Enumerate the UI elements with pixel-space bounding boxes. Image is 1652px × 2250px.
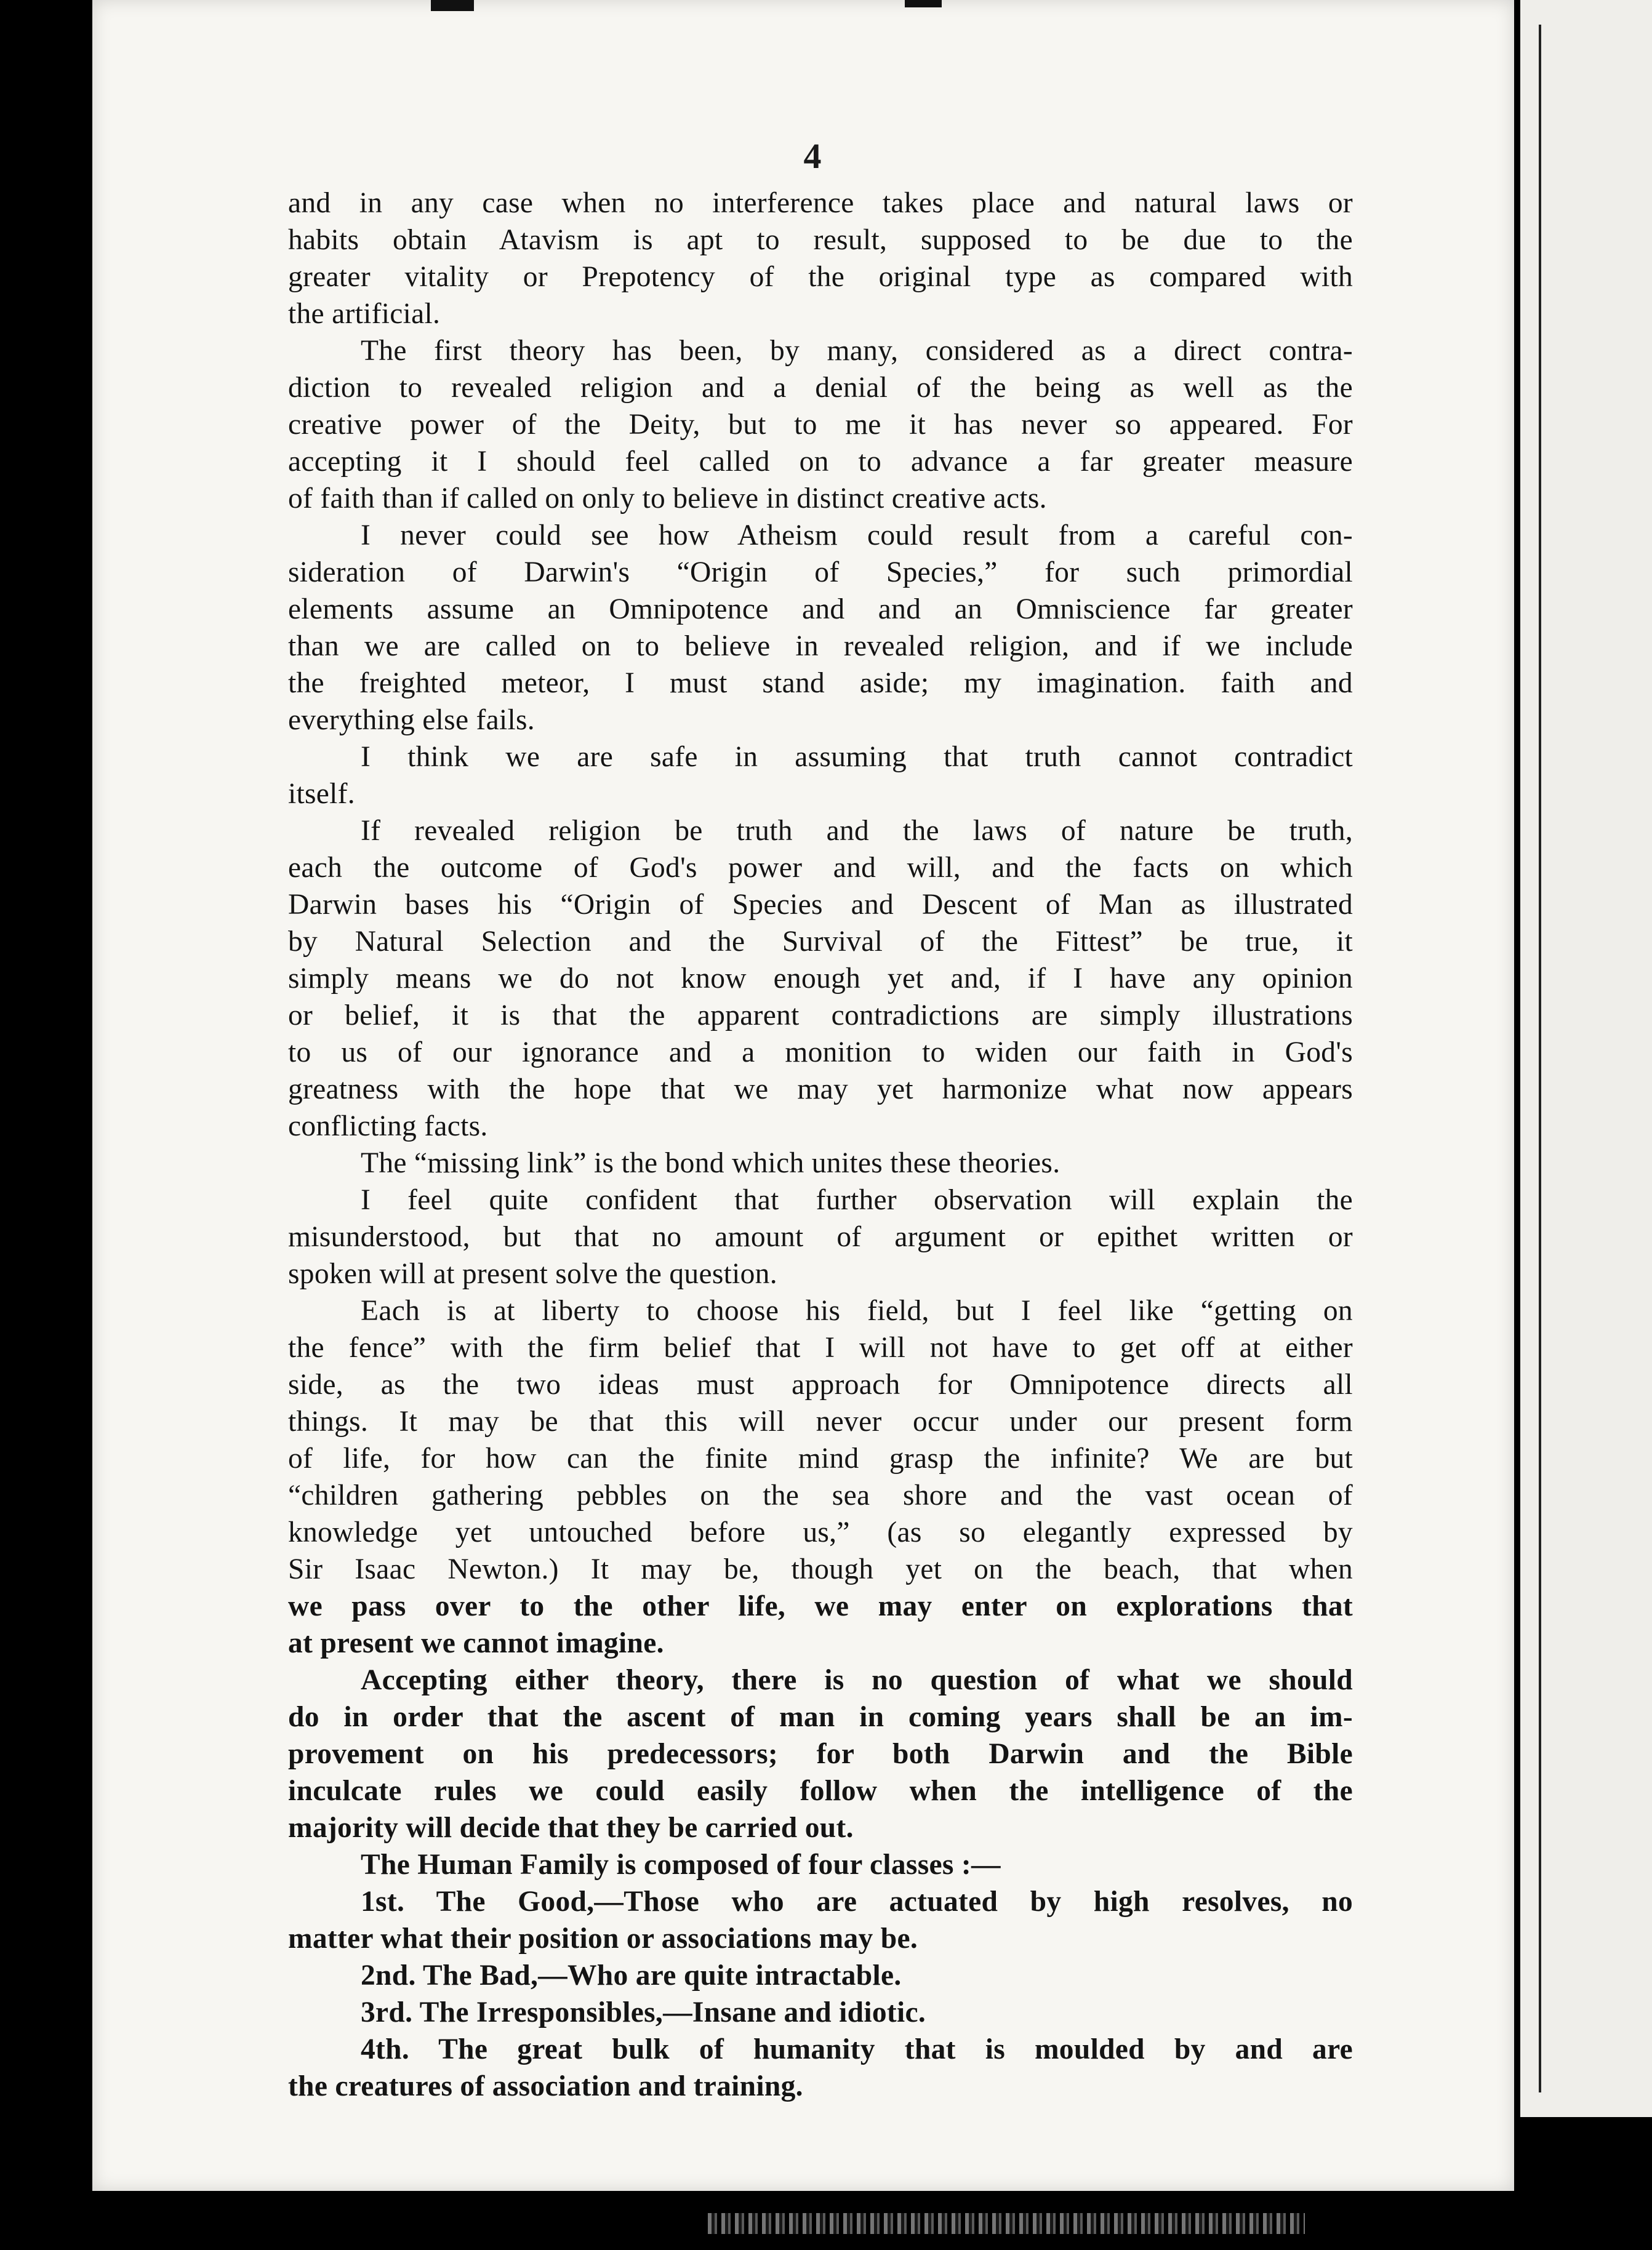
- text-line: diction to revealed religion and a denial of the being as well as the: [288, 372, 1353, 404]
- text-line: knowledge yet untouched before us,” (as so elegantly expressed by: [288, 1516, 1353, 1548]
- adjacent-page-edge: [1520, 0, 1652, 2117]
- body-text: [288, 185, 1353, 2105]
- text-line: sideration of Darwin's “Origin of Species,” for such primordial: [288, 556, 1353, 588]
- text-line: elements assume an Omnipotence and and an Omniscience far greater: [288, 593, 1353, 625]
- top-scan-mark: [905, 0, 942, 7]
- text-line: simply means we do not know enough yet and, if I have any opinion: [288, 963, 1353, 995]
- text-line: 4th. The great bulk of humanity that is moulded by and are: [361, 2033, 1353, 2065]
- text-line: majority will decide that they be carried out.: [288, 1812, 854, 1844]
- text-line: the artificial.: [288, 298, 441, 330]
- text-line: the freighted meteor, I must stand aside; my imagination. faith and: [288, 667, 1353, 699]
- text-line: each the outcome of God's power and will, and the facts on which: [288, 852, 1353, 884]
- text-line: itself.: [288, 778, 355, 810]
- text-line: at present we cannot imagine.: [288, 1627, 664, 1659]
- scan-edge-noise: [708, 2213, 1305, 2234]
- text-line: 3rd. The Irresponsibles,—Insane and idiotic.: [361, 1996, 926, 2028]
- text-line: greater vitality or Prepotency of the original type as compared with: [288, 261, 1353, 293]
- text-line: misunderstood, but that no amount of argument or epithet written or: [288, 1221, 1353, 1253]
- text-line: or belief, it is that the apparent contradictions are simply illustrations: [288, 999, 1353, 1031]
- text-line: Each is at liberty to choose his field, but I feel like “getting on: [361, 1295, 1353, 1327]
- text-line: Darwin bases his “Origin of Species and Descent of Man as illustrated: [288, 889, 1353, 921]
- text-line: things. It may be that this will never occur under our present form: [288, 1406, 1353, 1438]
- text-line: provement on his predecessors; for both Darwin and the Bible: [288, 1738, 1353, 1770]
- page-number: 4: [803, 136, 822, 176]
- text-line: the creatures of association and training.: [288, 2070, 803, 2102]
- text-line: creative power of the Deity, but to me it has never so appeared. For: [288, 409, 1353, 441]
- text-line: Sir Isaac Newton.) It may be, though yet on the beach, that when: [288, 1553, 1353, 1585]
- text-line: I never could see how Atheism could result from a careful con-: [361, 519, 1353, 551]
- text-line: conflicting facts.: [288, 1110, 488, 1142]
- text-line: of faith than if called on only to believe in distinct creative acts.: [288, 482, 1047, 514]
- text-line: inculcate rules we could easily follow when the intelligence of the: [288, 1775, 1353, 1807]
- text-line: the fence” with the firm belief that I will not have to get off at either: [288, 1332, 1353, 1364]
- text-line: side, as the two ideas must approach for Omnipotence directs all: [288, 1369, 1353, 1401]
- text-line: to us of our ignorance and a monition to widen our faith in God's: [288, 1036, 1353, 1068]
- text-line: The first theory has been, by many, considered as a direct contra-: [361, 335, 1353, 367]
- text-line: spoken will at present solve the question.: [288, 1258, 777, 1290]
- text-line: 2nd. The Bad,—Who are quite intractable.: [361, 1960, 902, 1992]
- page-fold-line: [1539, 25, 1541, 2092]
- text-line: The Human Family is composed of four classes :—: [361, 1849, 1001, 1881]
- text-line: “children gathering pebbles on the sea shore and the vast ocean of: [288, 1479, 1353, 1511]
- text-line: greatness with the hope that we may yet harmonize what now appears: [288, 1073, 1353, 1105]
- text-line: do in order that the ascent of man in coming years shall be an im-: [288, 1701, 1353, 1733]
- text-line: accepting it I should feel called on to advance a far greater measure: [288, 446, 1353, 478]
- text-line: habits obtain Atavism is apt to result, supposed to be due to the: [288, 224, 1353, 256]
- text-line: than we are called on to believe in revealed religion, and if we include: [288, 630, 1353, 662]
- text-line: of life, for how can the finite mind grasp the infinite? We are but: [288, 1443, 1353, 1475]
- text-line: by Natural Selection and the Survival of the Fittest” be true, it: [288, 926, 1353, 958]
- text-line: we pass over to the other life, we may enter on explorations that: [288, 1590, 1353, 1622]
- text-line: Accepting either theory, there is no question of what we should: [361, 1664, 1353, 1696]
- text-line: If revealed religion be truth and the laws of nature be truth,: [361, 815, 1353, 847]
- text-line: matter what their position or associations may be.: [288, 1923, 918, 1955]
- text-line: 1st. The Good,—Those who are actuated by high resolves, no: [361, 1886, 1353, 1918]
- text-line: The “missing link” is the bond which unites these theories.: [361, 1147, 1061, 1179]
- text-line: and in any case when no interference takes place and natural laws or: [288, 187, 1353, 219]
- text-line: I think we are safe in assuming that truth cannot contradict: [361, 741, 1353, 773]
- top-scan-mark: [431, 0, 474, 11]
- text-line: I feel quite confident that further observation will explain the: [361, 1184, 1353, 1216]
- text-line: everything else fails.: [288, 704, 535, 736]
